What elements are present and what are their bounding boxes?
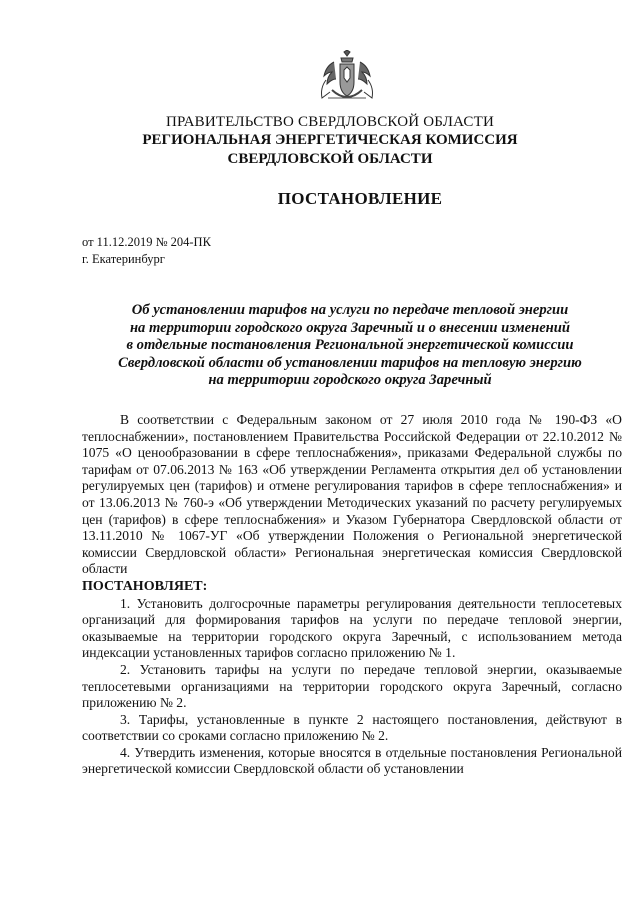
decree-item-2: 2. Установить тарифы на услуги по передаче тепловой энергии, оказываемые теплосетевыми организациями на территории городского округа Заречный, согласно приложению № 2. — [82, 661, 622, 711]
preamble-paragraph: В соответствии с Федеральным законом от 27 июля 2010 года № 190-ФЗ «О теплоснабжении», постановлением Правительства Российской Федерации от 22.10.2012 № 1075 «О ценообразовании в сфере теплоснабжения», приказами Федеральной службы по тарифам от 07.06.2013 № 163 «Об утверждении Регламента открытия дел об установлении регулируемых цен (тарифов) и отмене регулирования тарифов в сфере теплоснабжения» и от 13.06.2013 № 760-э «Об утверждении Методических указаний по расчету регулируемых цен (тарифов) в сфере теплоснабжения» и Указом Губернатора Свердловской области от 13.11.2010 № 1067-УГ «Об утверждении Положения о Региональной энергетической комиссии Свердловской области» Региональная энергетическая комиссия Свердловской области — [82, 412, 622, 577]
commission-name: РЕГИОНАЛЬНАЯ ЭНЕРГЕТИЧЕСКАЯ КОМИССИЯ — [142, 132, 518, 148]
subject-line: Об установлении тарифов на услуги по передаче тепловой энергии — [131, 302, 569, 318]
decree-item-1: 1. Установить долгосрочные параметры регулирования деятельности теплосетевых организаций для формирования тарифов на услуги по передаче тепловой энергии, оказываемые на территории городского округа Заречный, с использованием метода индексации установленных тарифов согласно приложению № 1. — [82, 595, 622, 661]
subject-line: на территории городского округа Заречный и о внесении изменений — [129, 319, 571, 336]
document-body — [82, 412, 622, 778]
decree-item-3: 3. Тарифы, установленные в пункте 2 настоящего постановления, действуют в соответствии со сроками согласно приложению № 2. — [82, 711, 622, 744]
document-subject — [100, 302, 600, 390]
subject-line: в отдельные постановления Региональной энергетической комиссии — [126, 337, 574, 354]
coat-of-arms-icon — [314, 50, 380, 106]
region-name: СВЕРДЛОВСКОЙ ОБЛАСТИ — [227, 151, 433, 167]
subject-line: на территории городского округа Заречный — [208, 372, 492, 389]
decree-item-4: 4. Утвердить изменения, которые вносятся в отдельные постановления Региональной энергетической комиссии Свердловской области об установлении — [82, 744, 622, 777]
document-date-number: от 11.12.2019 № 204-ПК — [82, 235, 211, 249]
document-city: г. Екатеринбург — [82, 252, 165, 266]
document-title: ПОСТАНОВЛЕНИЕ — [277, 189, 443, 208]
subject-line: Свердловской области об установлении тарифов на тепловую энергию — [118, 354, 582, 371]
government-name: ПРАВИТЕЛЬСТВО СВЕРДЛОВСКОЙ ОБЛАСТИ — [165, 114, 495, 130]
decree-heading: ПОСТАНОВЛЯЕТ: — [82, 578, 208, 594]
